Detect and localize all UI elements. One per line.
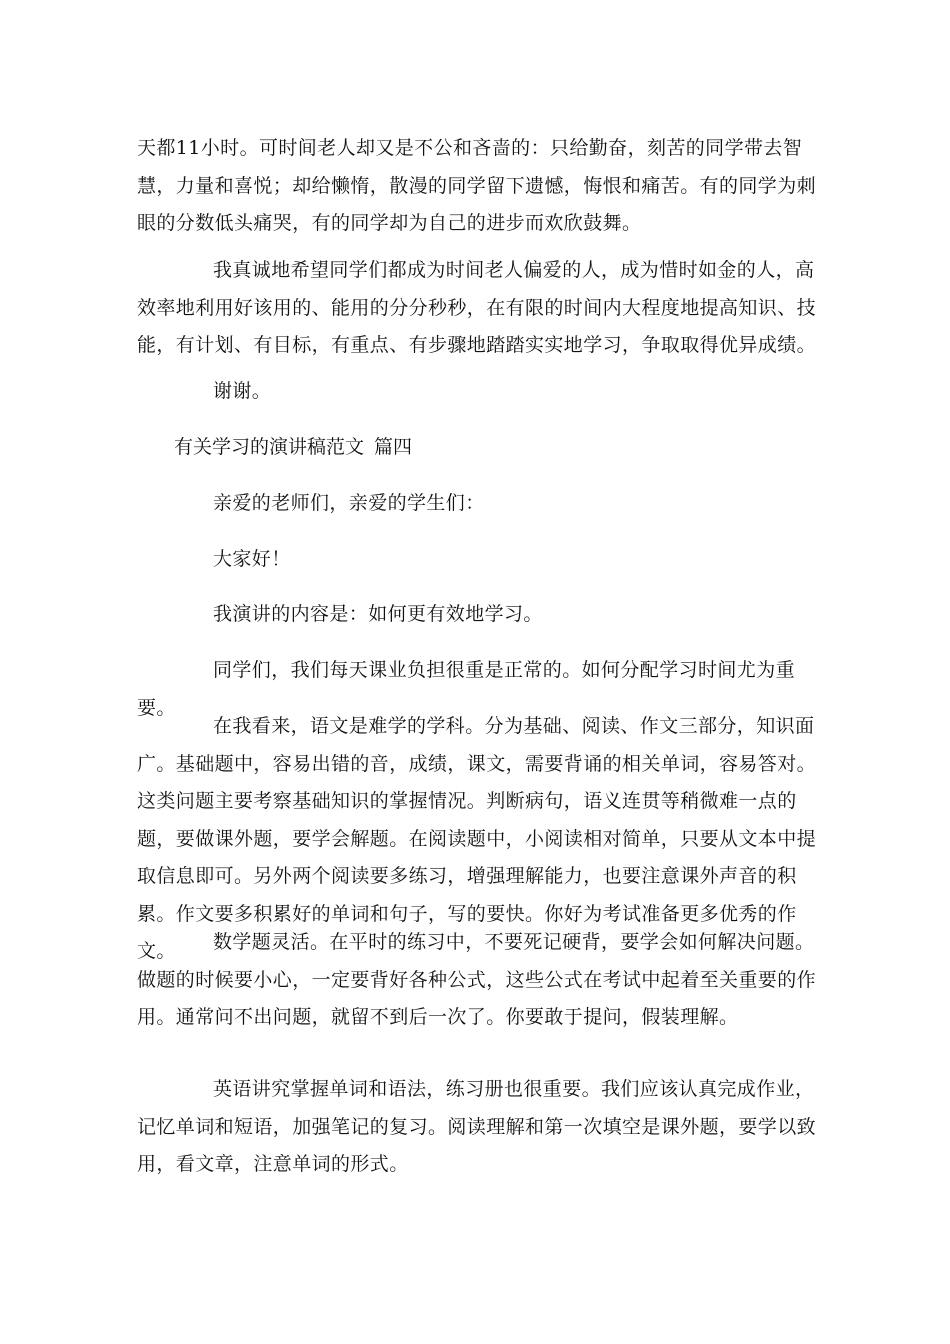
paragraph-study-time: 同学们，我们每天课业负担很重是正常的。如何分配学习时间尤为重要。 [137,659,796,719]
paragraph-time-elder: 天都11小时。可时间老人却又是不公和吝啬的：只给勤奋，刻苦的同学带去智慧，力量和喜悦；却给懒惰，散漫的同学留下遗憾，悔恨和痛苦。有的同学为刺眼的分数低头痛哭，有的同学却为自己的进步而欢欣鼓舞。 [137,137,817,234]
paragraph-topic: 我演讲的内容是：如何更有效地学习。 [213,603,543,625]
section-heading-number: 篇四 [374,436,413,458]
paragraph-hope: 我真诚地希望同学们都成为时间老人偏爱的人，成为惜时如金的人，高效率地利用好该用的、能用的分分秒秒，在有限的时间内大程度地提高知识、技能，有计划、有目标，有重点、有步骤地踏踏实实地学习，争取取得优异成绩。 [137,259,817,356]
paragraph-thanks: 谢谢。 [213,380,272,402]
paragraph-greeting-salutation: 亲爱的老师们，亲爱的学生们： [213,492,485,514]
paragraph-math: 数学题灵活。在平时的练习中，不要死记硬背，要学会如何解决问题。做题的时候要小心，一定要背好各种公式，这些公式在考试中起着至关重要的作用。通常问不出问题，就留不到后一次了。你要敢于提问，假装理解。 [137,931,817,1028]
section-heading-title: 有关学习的演讲稿范文 [174,436,365,458]
paragraph-hello: 大家好！ [213,548,291,570]
paragraph-chinese: 在我看来，语文是难学的学科。分为基础、阅读、作文三部分，知识面广。基础题中，容易出错的音，成绩，课文，需要背诵的相关单词，容易答对。这类问题主要考察基础知识的掌握情况。判断病句，语义连贯等稍微难一点的题，要做课外题，要学会解题。在阅读题中，小阅读相对简单，只要从文本中提取信息即可。另外两个阅读要多练习，增强理解能力，也要注意课外声音的积累。作文要多积累好的单词和句子，写的要快。你好为考试准备更多优秀的作文。 [137,715,817,962]
paragraph-english: 英语讲究掌握单词和语法，练习册也很重要。我们应该认真完成作业，记忆单词和短语，加强笔记的复习。阅读理解和第一次填空是课外题，要学以致用，看文章，注意单词的形式。 [137,1078,817,1175]
section-heading [174,429,412,467]
